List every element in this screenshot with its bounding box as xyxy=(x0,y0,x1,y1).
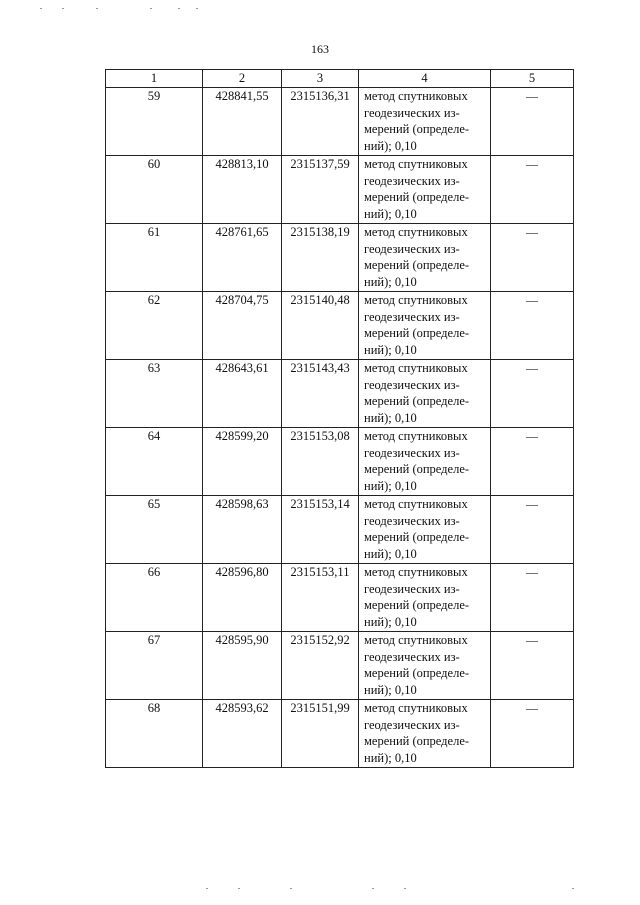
method-line: мерений (определе- xyxy=(364,598,470,613)
method-description xyxy=(359,156,491,224)
coordinate-x: 428761,65 xyxy=(203,224,282,292)
method-description xyxy=(359,292,491,360)
column-header: 4 xyxy=(359,70,491,88)
dash-mark: — xyxy=(526,225,538,239)
method-line: мерений (определе- xyxy=(364,666,470,681)
method-line: геодезических из- xyxy=(364,309,460,324)
method-description xyxy=(359,428,491,496)
table-row xyxy=(106,564,574,632)
method-line: мерений (определе- xyxy=(364,734,470,749)
method-description xyxy=(359,496,491,564)
method-line: мерений (определе- xyxy=(364,462,470,477)
method-line: ний); 0,10 xyxy=(364,410,417,425)
method-line: метод спутниковых xyxy=(364,565,468,579)
dash-mark: — xyxy=(526,157,538,171)
coordinate-y: 2315153,08 xyxy=(282,428,359,496)
method-line: геодезических из- xyxy=(364,513,460,528)
table-row xyxy=(106,292,574,360)
page-number: 163 xyxy=(311,42,329,56)
point-number: 65 xyxy=(106,496,203,564)
dash-mark: — xyxy=(526,565,538,579)
note-cell xyxy=(491,292,574,360)
method-description xyxy=(359,360,491,428)
note-cell xyxy=(491,700,574,768)
method-line: метод спутниковых xyxy=(364,497,468,511)
method-line: мерений (определе- xyxy=(364,190,470,205)
dash-mark: — xyxy=(526,497,538,511)
method-line: мерений (определе- xyxy=(364,326,470,341)
method-line: метод спутниковых xyxy=(364,293,468,307)
coordinate-x: 428841,55 xyxy=(203,88,282,156)
method-line: геодезических из- xyxy=(364,377,460,392)
method-description xyxy=(359,88,491,156)
table-row xyxy=(106,88,574,156)
method-line: геодезических из- xyxy=(364,581,460,596)
point-number: 68 xyxy=(106,700,203,768)
note-cell xyxy=(491,428,574,496)
method-line: геодезических из- xyxy=(364,649,460,664)
method-description xyxy=(359,632,491,700)
table-row xyxy=(106,496,574,564)
coordinates-table xyxy=(105,69,574,768)
dash-mark: — xyxy=(526,429,538,443)
method-description xyxy=(359,224,491,292)
method-line: метод спутниковых xyxy=(364,429,468,443)
column-header: 3 xyxy=(282,70,359,88)
method-line: мерений (определе- xyxy=(364,394,470,409)
method-line: ний); 0,10 xyxy=(364,342,417,357)
point-number: 59 xyxy=(106,88,203,156)
note-cell xyxy=(491,360,574,428)
method-line: ний); 0,10 xyxy=(364,274,417,289)
point-number: 67 xyxy=(106,632,203,700)
table-row xyxy=(106,428,574,496)
table-row xyxy=(106,360,574,428)
header-row xyxy=(106,70,574,88)
coordinate-y: 2315136,31 xyxy=(282,88,359,156)
point-number: 66 xyxy=(106,564,203,632)
method-line: метод спутниковых xyxy=(364,89,468,103)
point-number: 63 xyxy=(106,360,203,428)
method-line: мерений (определе- xyxy=(364,530,470,545)
method-line: ний); 0,10 xyxy=(364,478,417,493)
coordinate-y: 2315143,43 xyxy=(282,360,359,428)
table-row xyxy=(106,224,574,292)
scan-artifacts-top xyxy=(0,8,640,14)
note-cell xyxy=(491,156,574,224)
method-line: геодезических из- xyxy=(364,717,460,732)
coordinate-y: 2315153,14 xyxy=(282,496,359,564)
method-description xyxy=(359,700,491,768)
coordinate-x: 428596,80 xyxy=(203,564,282,632)
method-line: метод спутниковых xyxy=(364,361,468,375)
coordinate-y: 2315151,99 xyxy=(282,700,359,768)
method-line: ний); 0,10 xyxy=(364,750,417,765)
method-line: метод спутниковых xyxy=(364,157,468,171)
note-cell xyxy=(491,564,574,632)
method-line: мерений (определе- xyxy=(364,258,470,273)
scan-artifacts-bottom xyxy=(0,888,640,894)
point-number: 64 xyxy=(106,428,203,496)
method-line: метод спутниковых xyxy=(364,701,468,715)
table-row xyxy=(106,156,574,224)
coordinate-x: 428599,20 xyxy=(203,428,282,496)
method-line: ний); 0,10 xyxy=(364,614,417,629)
coordinate-y: 2315137,59 xyxy=(282,156,359,224)
column-header: 5 xyxy=(491,70,574,88)
method-line: ний); 0,10 xyxy=(364,138,417,153)
dash-mark: — xyxy=(526,361,538,375)
method-line: метод спутниковых xyxy=(364,225,468,239)
method-line: геодезических из- xyxy=(364,241,460,256)
coordinate-y: 2315153,11 xyxy=(282,564,359,632)
coordinate-x: 428593,62 xyxy=(203,700,282,768)
table-row xyxy=(106,632,574,700)
note-cell xyxy=(491,496,574,564)
method-line: геодезических из- xyxy=(364,105,460,120)
coordinate-y: 2315152,92 xyxy=(282,632,359,700)
coordinate-x: 428595,90 xyxy=(203,632,282,700)
point-number: 62 xyxy=(106,292,203,360)
coordinate-x: 428643,61 xyxy=(203,360,282,428)
coordinate-x: 428813,10 xyxy=(203,156,282,224)
method-line: метод спутниковых xyxy=(364,633,468,647)
coordinate-x: 428704,75 xyxy=(203,292,282,360)
dash-mark: — xyxy=(526,701,538,715)
dash-mark: — xyxy=(526,89,538,103)
dash-mark: — xyxy=(526,293,538,307)
note-cell xyxy=(491,632,574,700)
method-description xyxy=(359,564,491,632)
note-cell xyxy=(491,224,574,292)
method-line: ний); 0,10 xyxy=(364,546,417,561)
coordinate-y: 2315138,19 xyxy=(282,224,359,292)
column-header: 2 xyxy=(203,70,282,88)
table-row xyxy=(106,700,574,768)
coordinate-y: 2315140,48 xyxy=(282,292,359,360)
dash-mark: — xyxy=(526,633,538,647)
method-line: геодезических из- xyxy=(364,445,460,460)
method-line: ний); 0,10 xyxy=(364,682,417,697)
note-cell xyxy=(491,88,574,156)
column-header: 1 xyxy=(106,70,203,88)
method-line: геодезических из- xyxy=(364,173,460,188)
coordinate-x: 428598,63 xyxy=(203,496,282,564)
method-line: мерений (определе- xyxy=(364,122,470,137)
method-line: ний); 0,10 xyxy=(364,206,417,221)
point-number: 61 xyxy=(106,224,203,292)
point-number: 60 xyxy=(106,156,203,224)
